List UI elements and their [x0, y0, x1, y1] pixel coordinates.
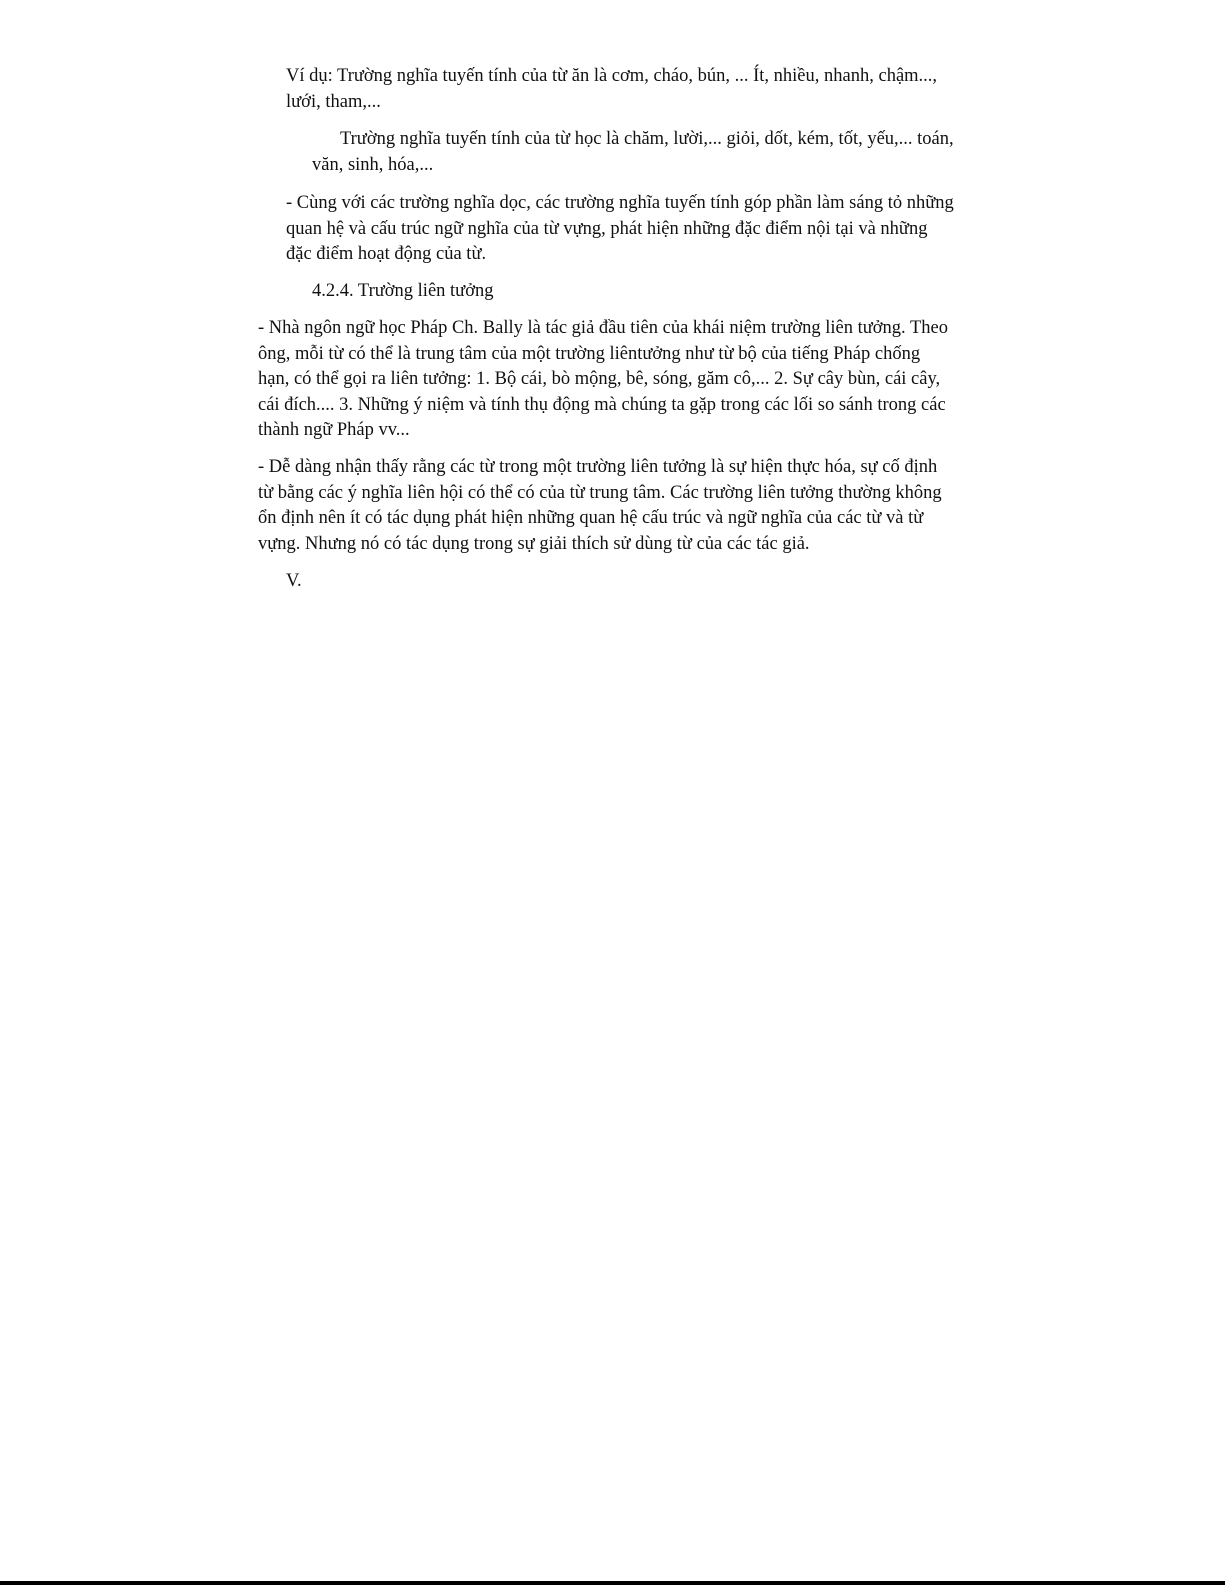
- text-line: lưới, tham,...: [286, 91, 381, 112]
- paragraph-association: [258, 455, 942, 557]
- text-line: thành ngữ Pháp vv...: [258, 420, 410, 440]
- text-line: cái đích.... 3. Những ý niệm và tính thụ động mà chúng ta gặp trong các lối so sánh trong các: [258, 394, 946, 415]
- text-line: - Dễ dàng nhận thấy rằng các từ trong một trường liên tưởng là sự hiện thực hóa, sự cố định: [258, 457, 938, 477]
- text-line: ổn định nên ít có tác dụng phát hiện những quan hệ cấu trúc và ngữ nghĩa của các từ và từ: [258, 508, 924, 528]
- paragraph-example-eat: [286, 64, 937, 115]
- section-heading-4-2-4: [312, 279, 493, 305]
- text-line: - Cùng với các trường nghĩa dọc, các trường nghĩa tuyến tính góp phần làm sáng tỏ những: [286, 193, 954, 213]
- text-line: hạn, có thể gọi ra liên tưởng: 1. Bộ cái, bò mộng, bê, sóng, găm cô,... 2. Sự cây bùn, cái cây,: [258, 369, 941, 389]
- text-line: từ bằng các ý nghĩa liên hội có thể có của từ trung tâm. Các trường liên tưởng thường không: [258, 482, 942, 503]
- text-line: đặc điểm hoạt động của từ.: [286, 244, 487, 264]
- heading-text: V.: [286, 571, 302, 591]
- text-line: Trường nghĩa tuyến tính của từ học là chăm, lười,... giỏi, dốt, kém, tốt, yếu,... toán,: [340, 129, 954, 149]
- paragraph-linear-field-role: [286, 191, 954, 268]
- text-line: văn, sinh, hóa,...: [312, 154, 434, 175]
- text-line: - Nhà ngôn ngữ học Pháp Ch. Bally là tác giả đầu tiên của khái niệm trường liên tưởng. Theo: [258, 318, 948, 338]
- text-line: vựng. Nhưng nó có tác dụng trong sự giải thích sử dùng từ của các tác giả.: [258, 533, 810, 554]
- text-line: quan hệ và cấu trúc ngữ nghĩa của từ vựng, phát hiện những đặc điểm nội tại và những: [286, 218, 928, 239]
- text-line: ông, mỗi từ có thể là trung tâm của một trường liêntưởng như từ bộ của tiếng Pháp chống: [258, 343, 921, 364]
- page-bottom-border: [0, 1581, 1225, 1585]
- section-v-heading: [286, 569, 302, 595]
- text-line: Ví dụ: Trường nghĩa tuyến tính của từ ăn là cơm, cháo, bún, ... Ít, nhiều, nhanh, chậm...,: [286, 66, 938, 86]
- paragraph-example-study: [312, 127, 954, 178]
- heading-text: 4.2.4. Trường liên tưởng: [312, 281, 494, 301]
- paragraph-bally: [258, 316, 948, 444]
